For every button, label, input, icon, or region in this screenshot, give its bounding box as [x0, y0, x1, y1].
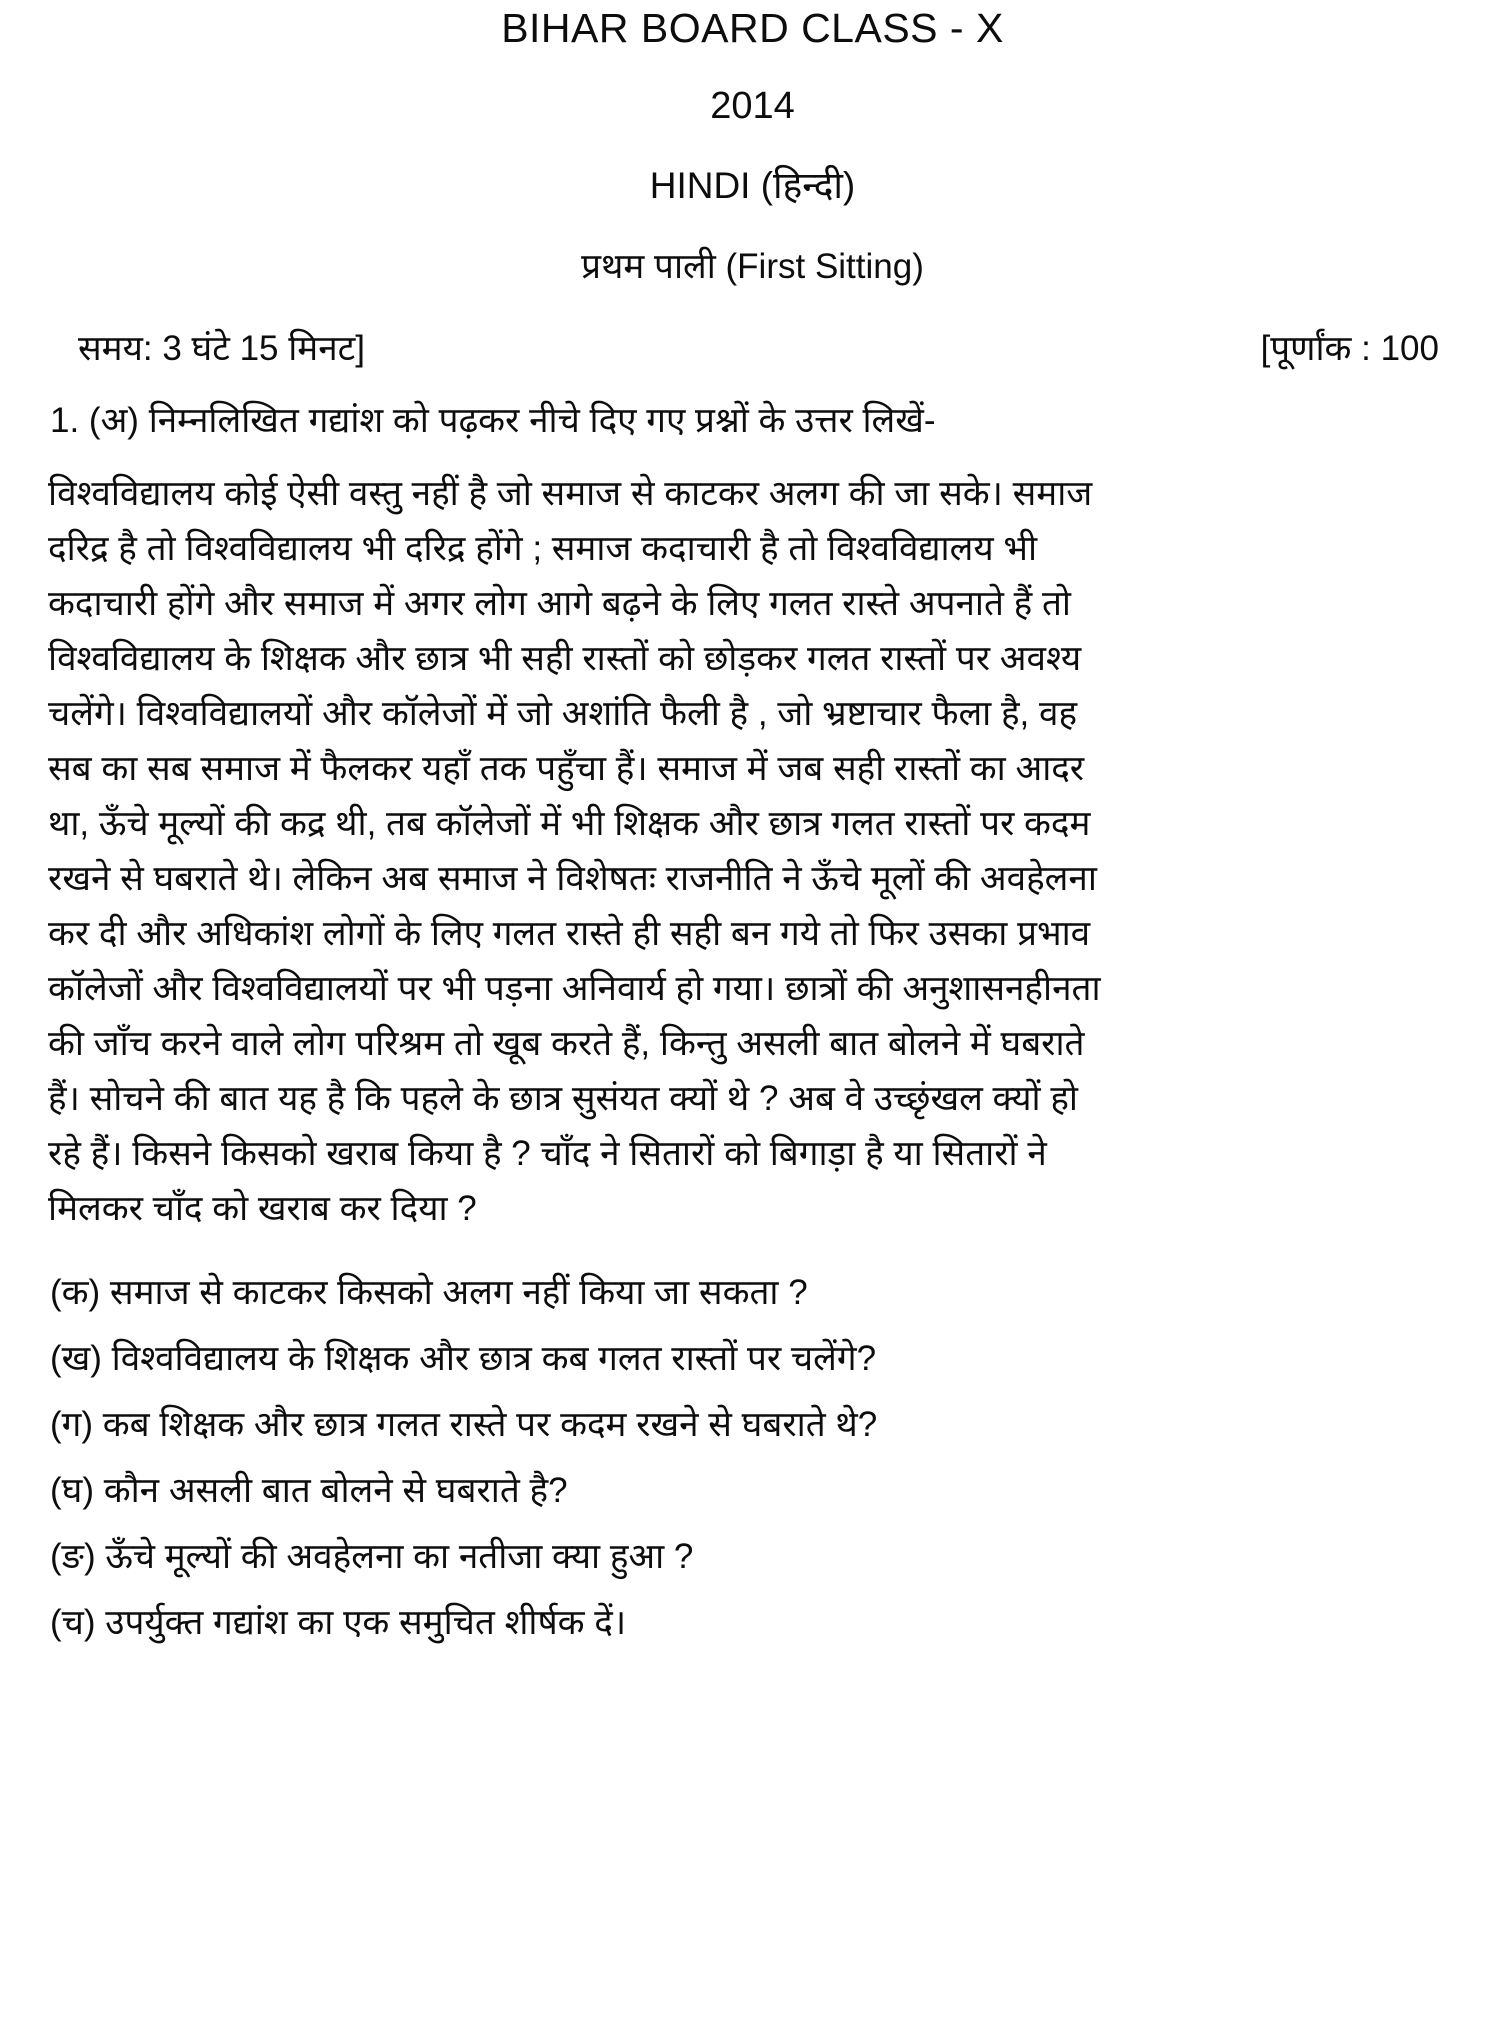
exam-board-title: BIHAR BOARD CLASS - X	[501, 5, 1004, 51]
passage-line: विश्वविद्यालय कोई ऐसी वस्तु नहीं है जो समाज से काटकर अलग की जा सके। समाज	[48, 474, 1093, 514]
passage-line: की जाँच करने वाले लोग परिश्रम तो खूब करते हैं, किन्तु असली बात बोलने में घबराते	[48, 1024, 1085, 1064]
passage-line: रहे हैं। किसने किसको खराब किया है ? चाँद ने सितारों को बिगाड़ा है या सितारों ने	[48, 1134, 1047, 1174]
passage-line: कॉलेजों और विश्वविद्यालयों पर भी पड़ना अनिवार्य हो गया। छात्रों की अनुशासनहीनता	[48, 969, 1101, 1009]
reading-passage	[48, 466, 1457, 1236]
passage-line: सब का सब समाज में फैलकर यहाँ तक पहुँचा हैं। समाज में जब सही रास्तों का आदर	[48, 749, 1085, 789]
sub-question-kha: (ख) विश्वविद्यालय के शिक्षक और छात्र कब गलत रास्तों पर चलेंगे?	[50, 1339, 877, 1379]
exam-subject: HINDI (हिन्दी)	[649, 165, 856, 206]
sub-question-nga: (ङ) ऊँचे मूल्यों की अवहेलना का नतीजा क्या हुआ ?	[50, 1537, 694, 1577]
exam-year: 2014	[710, 85, 795, 127]
passage-line: कर दी और अधिकांश लोगों के लिए गलत रास्ते ही सही बन गये तो फिर उसका प्रभाव	[48, 914, 1091, 954]
sub-question-ga: (ग) कब शिक्षक और छात्र गलत रास्ते पर कदम रखने से घबराते थे?	[50, 1405, 878, 1445]
exam-meta-row	[48, 324, 1457, 371]
sub-question-ka: (क) समाज से काटकर किसको अलग नहीं किया जा सकता ?	[50, 1273, 808, 1313]
exam-sitting: प्रथम पाली (First Sitting)	[581, 247, 924, 286]
passage-line: था, ऊँचे मूल्यों की कद्र थी, तब कॉलेजों में भी शिक्षक और छात्र गलत रास्तों पर कदम	[48, 804, 1091, 844]
passage-line: विश्वविद्यालय के शिक्षक और छात्र भी सही रास्तों को छोड़कर गलत रास्तों पर अवश्य	[48, 639, 1082, 679]
time-allowed: समय: 3 घंटे 15 मिनट]	[78, 329, 366, 368]
passage-line: दरिद्र है तो विश्वविद्यालय भी दरिद्र होंगे ; समाज कदाचारी है तो विश्वविद्यालय भी	[48, 529, 1038, 569]
passage-line: हैं। सोचने की बात यह है कि पहले के छात्र सुसंयत क्यों थे ? अब वे उच्छृंखल क्यों हो	[48, 1079, 1078, 1119]
sub-question-list	[48, 1260, 1457, 1656]
sub-question-gha: (घ) कौन असली बात बोलने से घबराते है?	[50, 1471, 568, 1511]
passage-line: रखने से घबराते थे। लेकिन अब समाज ने विशेषतः राजनीति ने ऊँचे मूलों की अवहेलना	[48, 859, 1097, 899]
exam-paper-page	[0, 5, 1505, 2042]
full-marks: [पूर्णांक : 100	[1260, 329, 1439, 368]
passage-line: चलेंगे। विश्वविद्यालयों और कॉलेजों में जो अशांति फैली है , जो भ्रष्टाचार फैला है, वह	[48, 694, 1078, 734]
sub-question-cha: (च) उपर्युक्त गद्यांश का एक समुचित शीर्षक दें।	[50, 1603, 627, 1643]
passage-line: मिलकर चाँद को खराब कर दिया ?	[48, 1189, 477, 1229]
question-1-heading: 1. (अ) निम्नलिखित गद्यांश को पढ़कर नीचे दिए गए प्रश्नों के उत्तर लिखें-	[50, 401, 936, 440]
passage-line: कदाचारी होंगे और समाज में अगर लोग आगे बढ़ने के लिए गलत रास्ते अपनाते हैं तो	[48, 584, 1071, 624]
